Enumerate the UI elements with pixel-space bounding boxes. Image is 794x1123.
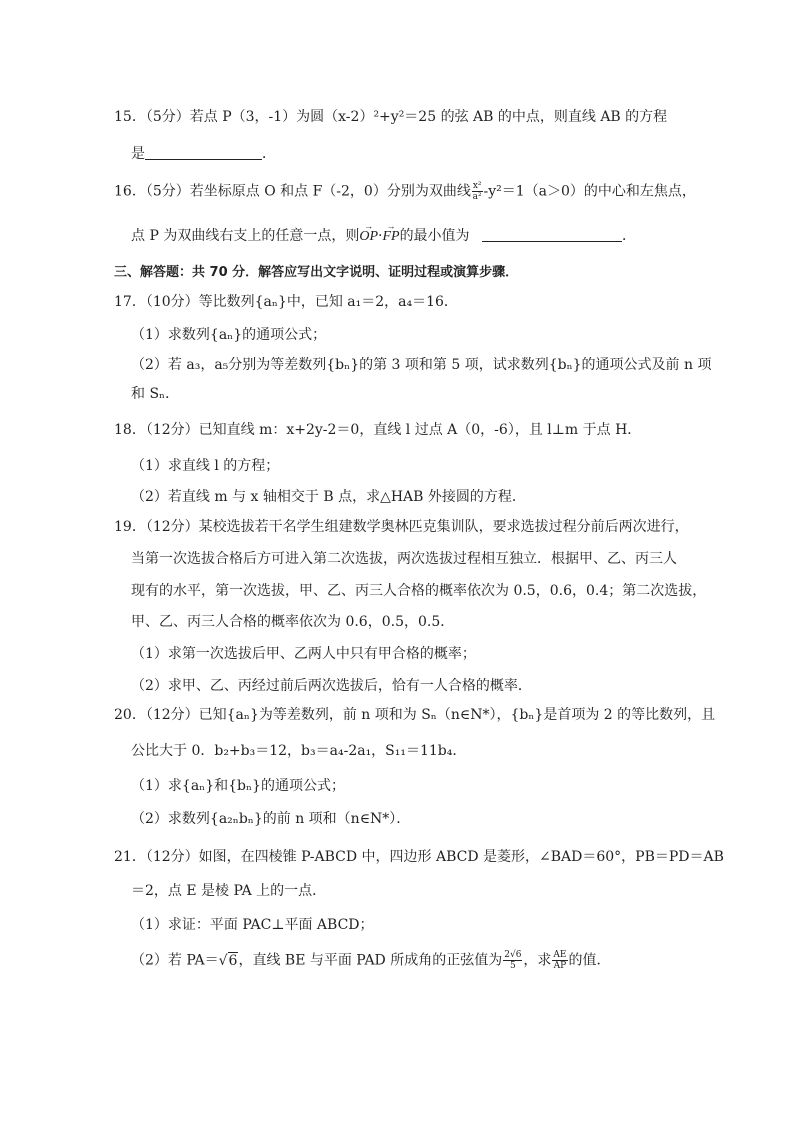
q21-part2-c: ，求 <box>523 952 552 969</box>
q21-part2-d: 的值． <box>568 952 611 969</box>
section-3-heading: 三、解答题：共 70 分．解答应写出文字说明、证明过程或演算步骤． <box>114 265 519 280</box>
q18-part1: （1）求直线 l 的方程； <box>131 458 280 474</box>
q17-head: 17．（10分）等比数列{aₙ}中，已知 a₁＝2，a₄＝16． <box>114 294 458 310</box>
q19-part2: （2）求甲、乙、丙经过前后两次选拔后，恰有一人合格的概率． <box>131 678 532 694</box>
q21-part2 <box>131 950 611 971</box>
q18-part2: （2）若直线 m 与 x 轴相交于 B 点，求△HAB 外接圆的方程． <box>131 489 526 505</box>
q16-text-a: O 和点 F（-2，0）分别为双曲线 <box>264 183 471 200</box>
q17-part2-b: 和 Sₙ． <box>131 386 180 402</box>
vector-fp: → FP <box>382 228 399 246</box>
sqrt-radicand: 6 <box>228 952 238 969</box>
q20-line2: 公比大于 0．b₂+b₃＝12，b₃＝a₄-2a₁，S₁₁＝11b₄． <box>131 743 467 759</box>
ratio-frac-num: AE <box>553 950 567 960</box>
q15-number: 15．（5分）若点 <box>114 109 218 125</box>
q20-part2: （2）求数列{a₂ₙbₙ}的前 n 项和（n∈N*）． <box>131 811 411 827</box>
q15-line1 <box>114 108 667 126</box>
q17-part1: （1）求数列{aₙ}的通项公式； <box>131 327 327 343</box>
q16-frac-num: x² <box>472 181 482 191</box>
q15-answer-blank[interactable] <box>145 145 262 160</box>
q18-head: 18．（12分）已知直线 m：x+2y-2＝0，直线 l 过点 A（0，-6），且 l⊥m 于点 H． <box>114 422 642 438</box>
sine-frac-den: 5 <box>509 961 516 971</box>
q16-answer-blank[interactable] <box>482 227 622 242</box>
q19-line2: 当第一次选拔合格后方可进入第二次选拔，两次选拔过程相互独立．根据甲、乙、丙三人 <box>131 551 677 567</box>
q16-line1 <box>114 181 696 202</box>
q15-text-b: 是 <box>131 146 145 162</box>
q19-head: 19．（12分）某校选拔若干名学生组建数学奥林匹克集训队，要求选拔过程分前后两次进行， <box>114 519 689 535</box>
sqrt-expression: √6 <box>218 952 238 969</box>
q21-part2-a: （2）若 PA＝ <box>131 952 219 969</box>
q16-frac-den: a² <box>472 192 482 202</box>
q16-fraction <box>472 181 483 202</box>
q16-end: ． <box>622 228 637 244</box>
q20-head: 20．（12分）已知{aₙ}为等差数列，前 n 项和为 Sₙ（n∈N*），{bₙ}是首项为 2 的等比数列，且 <box>114 707 716 723</box>
dot-operator: · <box>378 228 383 244</box>
sine-frac-num: 2√6 <box>504 950 522 960</box>
q19-line4: 甲、乙、丙三人合格的概率依次为 0.6，0.5，0.5． <box>131 614 455 630</box>
q16-number: 16．（5分）若坐标原点 <box>114 183 260 200</box>
q15-line2 <box>131 145 276 163</box>
q21-head: 21．（12分）如图，在四棱锥 P-ABCD 中，四边形 ABCD 是菱形，∠BAD＝60°，PB＝PD＝AB <box>114 849 724 865</box>
q19-part1: （1）求第一次选拔后甲、乙两人中只有甲合格的概率； <box>131 646 476 662</box>
ratio-fraction <box>552 950 567 971</box>
q21-part2-b: ，直线 BE 与平面 PAD 所成角的正弦值为 <box>238 952 503 969</box>
q17-part2-a: （2）若 a₃，a₅分别为等差数列{bₙ}的第 3 项和第 5 项，试求数列{bₙ}的通项公式及前 n 项 <box>131 357 712 373</box>
ratio-frac-den: AP <box>553 961 567 971</box>
sine-fraction <box>503 950 522 971</box>
q21-line2: ＝2，点 E 是棱 PA 上的一点． <box>131 883 327 899</box>
q16-text-b: -y²＝1（a＞0）的中心和左焦点， <box>483 183 696 200</box>
q16-line2-b: 的最小值为 <box>399 228 470 244</box>
q16-line2 <box>131 227 636 246</box>
q19-line3: 现有的水平，第一次选拔，甲、乙、丙三人合格的概率依次为 0.5，0.6，0.4；第二次选拔， <box>131 583 707 599</box>
q21-part1: （1）求证：平面 PAC⊥平面 ABCD； <box>131 917 374 933</box>
q15-end: ． <box>262 146 276 162</box>
q15-text: P（3，-1）为圆（x-2）²+y²＝25 的弦 AB 的中点，则直线 AB 的方程 <box>222 109 668 125</box>
q20-part1: （1）求{aₙ}和{bₙ}的通项公式； <box>131 778 345 794</box>
vector-op: → OP <box>359 228 378 246</box>
q16-line2-a: 点 P 为双曲线右支上的任意一点，则 <box>131 228 360 244</box>
